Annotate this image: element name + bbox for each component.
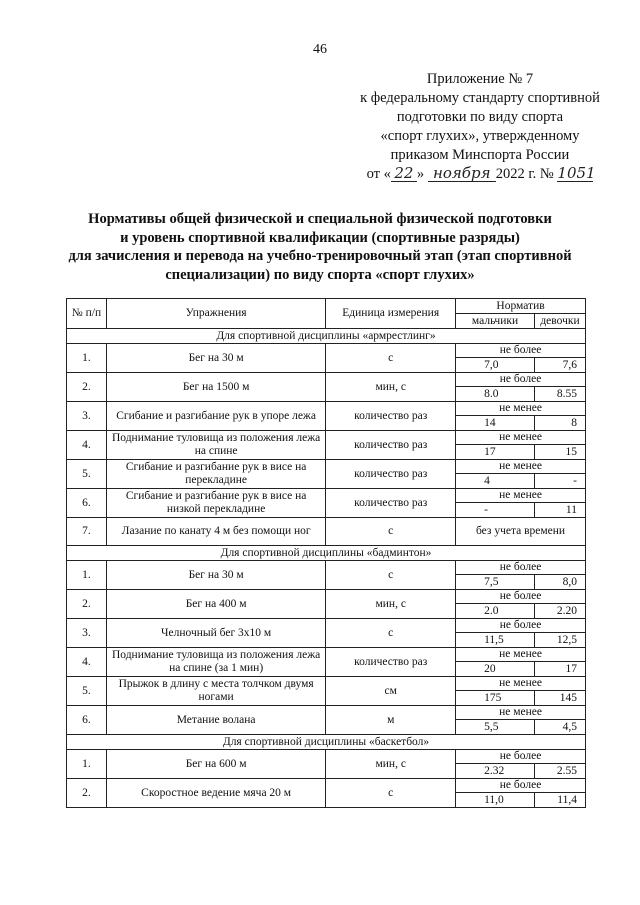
row-number: 3. [67, 619, 107, 648]
table-row [67, 431, 586, 445]
row-number: 1. [67, 561, 107, 590]
table-row [67, 561, 586, 575]
exercise-cell: Бег на 1500 м [106, 373, 325, 402]
girls-value: 4,5 [534, 720, 585, 735]
boys-value: 11,0 [456, 793, 535, 808]
date-prefix: от « [366, 166, 391, 182]
row-number: 6. [67, 706, 107, 735]
row-number: 2. [67, 779, 107, 808]
exercise-cell: Бег на 600 м [106, 750, 325, 779]
table-row [67, 779, 586, 793]
table-row [67, 648, 586, 662]
exercise-cell: Сгибание и разгибание рук в висе на низкой перекладине [106, 489, 325, 518]
date-mid: » [416, 166, 425, 182]
appendix-line: Приложение № 7 [426, 71, 534, 87]
norm-cell: без учета времени [456, 518, 586, 546]
header-number: № п/п [67, 299, 107, 329]
boys-value: 11,5 [456, 633, 535, 648]
girls-value: 2.55 [534, 764, 585, 779]
boys-value: 17 [456, 445, 535, 460]
row-number: 5. [67, 677, 107, 706]
appendix-line: приказом Минспорта России [390, 147, 570, 163]
section-row [67, 329, 586, 344]
unit-cell: количество раз [326, 648, 456, 677]
girls-value: 17 [534, 662, 585, 677]
table-row [67, 590, 586, 604]
table-body [67, 329, 586, 808]
boys-value: 14 [456, 416, 535, 431]
row-number: 2. [67, 590, 107, 619]
unit-cell: мин, с [326, 373, 456, 402]
unit-cell: мин, с [326, 750, 456, 779]
appendix-block [340, 70, 620, 184]
section-title: Для спортивной дисциплины «баскетбол» [67, 735, 586, 750]
exercise-cell: Сгибание и разгибание рук в висе на перекладине [106, 460, 325, 489]
boys-value: - [456, 503, 535, 518]
header-norm: Норматив [456, 299, 586, 314]
page-number: 46 [313, 42, 327, 57]
norm-condition: не более [456, 750, 586, 764]
girls-value: 8,0 [534, 575, 585, 590]
row-number: 5. [67, 460, 107, 489]
section-title: Для спортивной дисциплины «бадминтон» [67, 546, 586, 561]
row-number: 6. [67, 489, 107, 518]
unit-cell: количество раз [326, 402, 456, 431]
unit-cell: с [326, 561, 456, 590]
title-line: Нормативы общей физической и специальной физической подготовки [88, 211, 552, 227]
boys-value: 7,5 [456, 575, 535, 590]
row-number: 4. [67, 648, 107, 677]
table-row [67, 373, 586, 387]
exercise-cell: Поднимание туловища из положения лежа на спине [106, 431, 325, 460]
table-row [67, 619, 586, 633]
section-title: Для спортивной дисциплины «армрестлинг» [67, 329, 586, 344]
unit-cell: количество раз [326, 431, 456, 460]
exercise-cell: Бег на 400 м [106, 590, 325, 619]
exercise-cell: Скоростное ведение мяча 20 м [106, 779, 325, 808]
boys-value: 20 [456, 662, 535, 677]
order-date-line [340, 165, 620, 184]
unit-cell: с [326, 619, 456, 648]
table-row [67, 677, 586, 691]
exercise-cell: Челночный бег 3х10 м [106, 619, 325, 648]
girls-value: 7,6 [534, 358, 585, 373]
boys-value: 5,5 [456, 720, 535, 735]
table-row [67, 460, 586, 474]
boys-value: 2.32 [456, 764, 535, 779]
table-row [67, 750, 586, 764]
exercise-cell: Лазание по канату 4 м без помощи ног [106, 518, 325, 546]
girls-value: 8 [534, 416, 585, 431]
header-boys: мальчики [456, 314, 535, 329]
table-row [67, 402, 586, 416]
header-girls: девочки [534, 314, 585, 329]
title-line: специализации) по виду спорта «спорт глухих» [165, 266, 475, 283]
handwritten-day: 22 [391, 165, 417, 182]
boys-value: 7,0 [456, 358, 535, 373]
norm-condition: не более [456, 561, 586, 575]
row-number: 1. [67, 344, 107, 373]
table-row [67, 489, 586, 503]
girls-value: 11,4 [534, 793, 585, 808]
row-number: 3. [67, 402, 107, 431]
appendix-line: к федеральному стандарту спортивной [360, 90, 600, 106]
norm-condition: не более [456, 779, 586, 793]
girls-value: 15 [534, 445, 585, 460]
girls-value: 145 [534, 691, 585, 706]
header-unit: Единица измерения [326, 299, 456, 329]
handwritten-order-number: 1051 [557, 164, 596, 182]
norm-condition: не менее [456, 677, 586, 691]
exercise-cell: Прыжок в длину с места толчком двумя ногами [106, 677, 325, 706]
unit-cell: м [326, 706, 456, 735]
unit-cell: см [326, 677, 456, 706]
title-line: для зачисления и перевода на учебно-тренировочный этап (этап спортивной [68, 248, 572, 264]
document-title [40, 210, 600, 284]
handwritten-month: ноября [428, 165, 496, 182]
appendix-line: «спорт глухих», утвержденному [380, 128, 580, 144]
unit-cell: с [326, 779, 456, 808]
norm-condition: не более [456, 373, 586, 387]
norm-condition: не менее [456, 460, 586, 474]
row-number: 2. [67, 373, 107, 402]
boys-value: 175 [456, 691, 535, 706]
norm-condition: не более [456, 619, 586, 633]
row-number: 4. [67, 431, 107, 460]
norms-table [66, 298, 586, 808]
unit-cell: с [326, 518, 456, 546]
norm-condition: не менее [456, 706, 586, 720]
norm-condition: не менее [456, 648, 586, 662]
appendix-line: подготовки по виду спорта [396, 109, 564, 125]
norm-condition: не менее [456, 431, 586, 445]
unit-cell: с [326, 344, 456, 373]
boys-value: 2.0 [456, 604, 535, 619]
table-row [67, 518, 586, 546]
girls-value: 8.55 [534, 387, 585, 402]
unit-cell: количество раз [326, 460, 456, 489]
norm-condition: не менее [456, 489, 586, 503]
title-line: и уровень спортивной квалификации (спортивные разряды) [120, 229, 520, 246]
girls-value: 12,5 [534, 633, 585, 648]
boys-value: 4 [456, 474, 535, 489]
girls-value: 11 [534, 503, 585, 518]
norm-condition: не более [456, 590, 586, 604]
unit-cell: количество раз [326, 489, 456, 518]
header-exercise: Упражнения [106, 299, 325, 329]
table-row [67, 706, 586, 720]
exercise-cell: Бег на 30 м [106, 344, 325, 373]
row-number: 7. [67, 518, 107, 546]
table-row [67, 344, 586, 358]
exercise-cell: Бег на 30 м [106, 561, 325, 590]
section-row [67, 735, 586, 750]
exercise-cell: Сгибание и разгибание рук в упоре лежа [106, 402, 325, 431]
boys-value: 8.0 [456, 387, 535, 402]
norm-condition: не менее [456, 402, 586, 416]
girls-value: 2.20 [534, 604, 585, 619]
section-row [67, 546, 586, 561]
row-number: 1. [67, 750, 107, 779]
norm-condition: не более [456, 344, 586, 358]
girls-value: - [534, 474, 585, 489]
unit-cell: мин, с [326, 590, 456, 619]
date-year: 2022 г. № [495, 166, 554, 182]
exercise-cell: Метание волана [106, 706, 325, 735]
exercise-cell: Поднимание туловища из положения лежа на спине (за 1 мин) [106, 648, 325, 677]
